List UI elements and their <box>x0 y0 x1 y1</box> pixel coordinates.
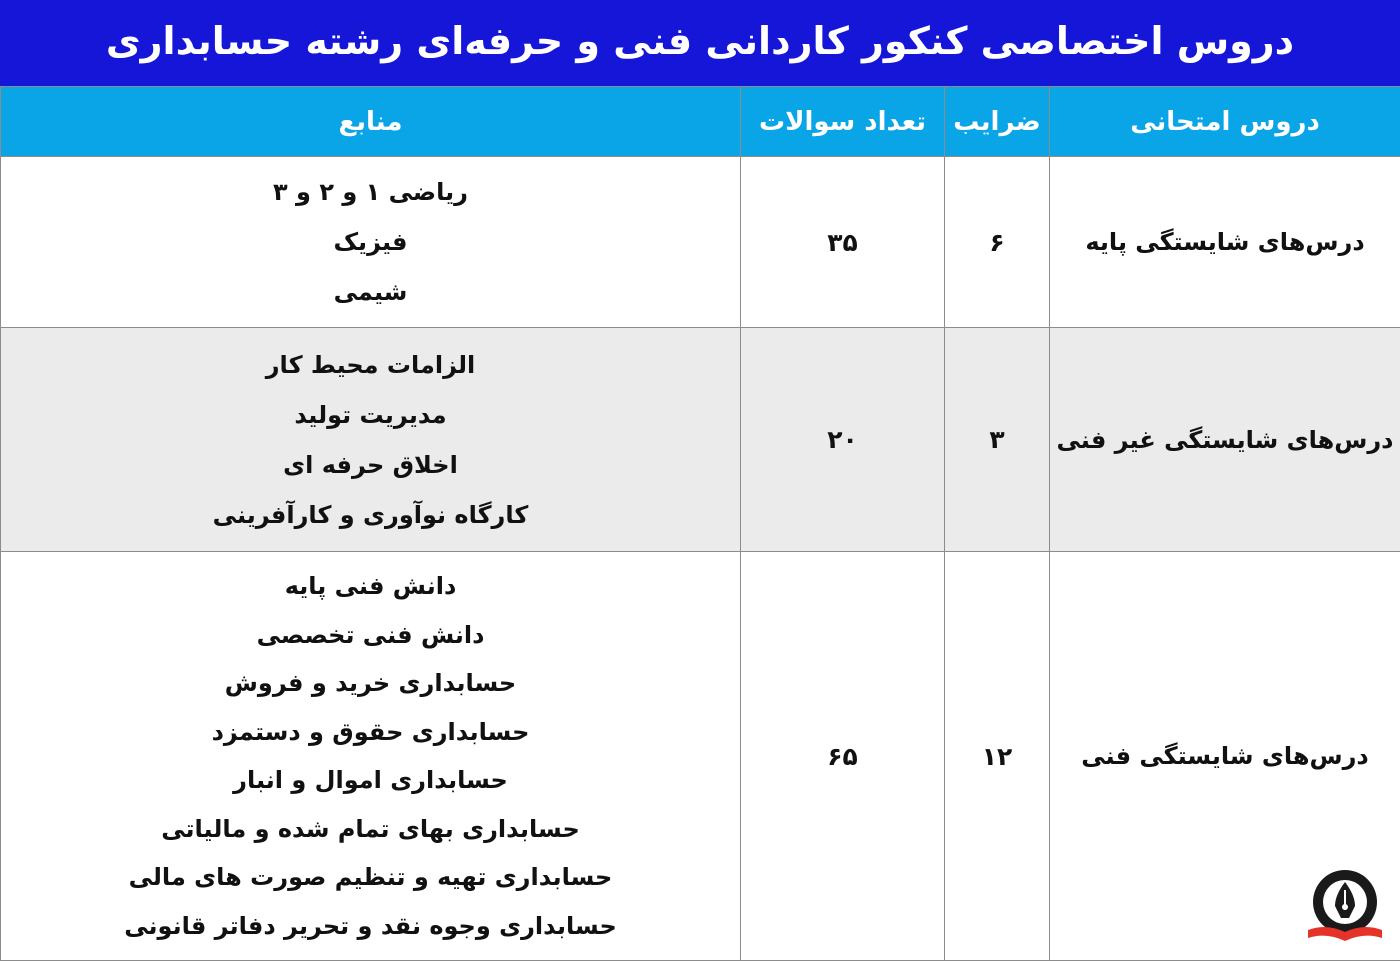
subject-cell: درس‌های شایستگی فنی <box>1050 552 1400 961</box>
questions-cell: ۶۵ <box>741 552 945 961</box>
resource-item: حسابداری تهیه و تنظیم صورت های مالی <box>1 853 740 902</box>
header-questions: تعداد سوالات <box>741 87 945 157</box>
resource-item: شیمی <box>1 267 740 317</box>
resource-item: حسابداری حقوق و دستمزد <box>1 708 740 757</box>
page-title: دروس اختصاصی کنکور کاردانی فنی و حرفه‌ای رشته حسابداری <box>106 19 1294 63</box>
resource-item: دانش فنی پایه <box>1 562 740 611</box>
header-subject: دروس امتحانی <box>1050 87 1400 157</box>
subject-cell: درس‌های شایستگی غیر فنی <box>1050 328 1400 552</box>
resource-item: اخلاق حرفه ای <box>1 440 740 490</box>
table-header-row <box>1 87 1400 157</box>
pen-nib-book-logo-icon <box>1300 866 1390 950</box>
resource-item: مدیریت تولید <box>1 390 740 440</box>
exam-subjects-table <box>0 86 1400 961</box>
resource-item: حسابداری اموال و انبار <box>1 756 740 805</box>
resource-item: ریاضی ۱ و ۲ و ۳ <box>1 167 740 217</box>
resources-cell <box>1 157 741 328</box>
resources-list <box>1 167 740 317</box>
table-row <box>1 552 1400 961</box>
coefficient-cell: ۳ <box>945 328 1050 552</box>
questions-cell: ۲۰ <box>741 328 945 552</box>
resource-item: حسابداری خرید و فروش <box>1 659 740 708</box>
header-resources: منابع <box>1 87 741 157</box>
title-banner <box>0 0 1400 86</box>
resource-item: الزامات محیط کار <box>1 340 740 390</box>
questions-cell: ۳۵ <box>741 157 945 328</box>
resource-item: حسابداری وجوه نقد و تحریر دفاتر قانونی <box>1 902 740 951</box>
resources-cell <box>1 328 741 552</box>
resource-item: دانش فنی تخصصی <box>1 611 740 660</box>
resources-cell <box>1 552 741 961</box>
coefficient-cell: ۶ <box>945 157 1050 328</box>
table-row <box>1 157 1400 328</box>
subject-cell: درس‌های شایستگی پایه <box>1050 157 1400 328</box>
table-row <box>1 328 1400 552</box>
resource-item: فیزیک <box>1 217 740 267</box>
resources-list <box>1 562 740 950</box>
coefficient-cell: ۱۲ <box>945 552 1050 961</box>
resource-item: حسابداری بهای تمام شده و مالیاتی <box>1 805 740 854</box>
resources-list <box>1 340 740 540</box>
header-coefficient: ضرایب <box>945 87 1050 157</box>
resource-item: کارگاه نوآوری و کارآفرینی <box>1 490 740 540</box>
